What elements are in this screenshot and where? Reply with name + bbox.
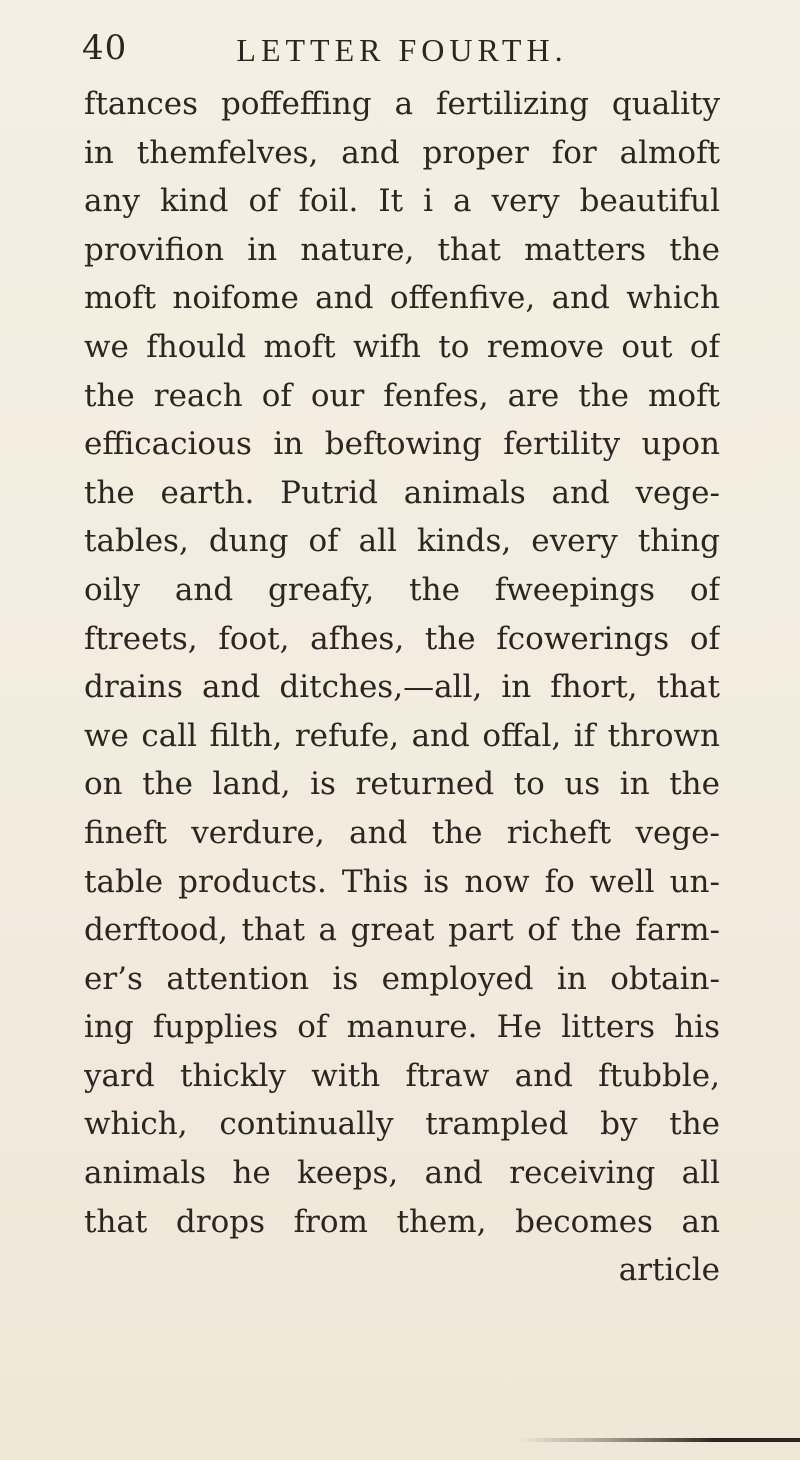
text-line: derftood, that a great part of the farm-: [84, 912, 720, 949]
text-line: the earth. Putrid animals and vege-: [84, 474, 720, 511]
text-line: er’s attention is employed in obtain-: [84, 960, 720, 997]
text-line: ftreets, foot, afhes, the fcowerings of: [84, 620, 720, 657]
bottom-rule: [518, 1438, 800, 1442]
text-line: we call filth, refufe, and offal, if thrown: [84, 717, 720, 754]
text-line: we fhould moft wifh to remove out of: [84, 328, 720, 365]
text-line: any kind of foil. It i a very beautiful: [84, 183, 720, 220]
text-line: oily and greafy, the fweepings of: [84, 571, 720, 608]
body-text: [84, 80, 720, 1295]
text-line: moft noifome and offenfive, and which: [84, 280, 720, 317]
page-header: [82, 28, 722, 78]
page-number: 40: [82, 28, 128, 68]
text-line: the reach of our fenfes, are the moft: [84, 377, 720, 414]
text-line: provifion in nature, that matters the: [84, 231, 720, 268]
text-line: drains and ditches,—all, in fhort, that: [84, 669, 720, 706]
text-line: on the land, is returned to us in the: [84, 766, 720, 803]
text-line: tables, dung of all kinds, every thing: [84, 523, 720, 560]
text-line: in themfelves, and proper for almoft: [84, 134, 720, 171]
text-line: which, continually trampled by the: [84, 1106, 720, 1143]
text-line: fineft verdure, and the richeft vege-: [84, 814, 720, 851]
text-line: table products. This is now fo well un-: [84, 863, 720, 900]
text-line: that drops from them, becomes an: [84, 1203, 720, 1240]
running-head: LETTER FOURTH.: [236, 32, 568, 68]
text-line: efficacious in beftowing fertility upon: [84, 426, 720, 463]
text-line: yard thickly with ftraw and ftubble,: [84, 1057, 720, 1094]
text-line: animals he keeps, and receiving all: [84, 1155, 720, 1192]
text-line: ing fupplies of manure. He litters his: [84, 1009, 720, 1046]
text-line: ftances poffeffing a fertilizing quality: [84, 86, 720, 122]
catchword: article: [618, 1252, 720, 1289]
